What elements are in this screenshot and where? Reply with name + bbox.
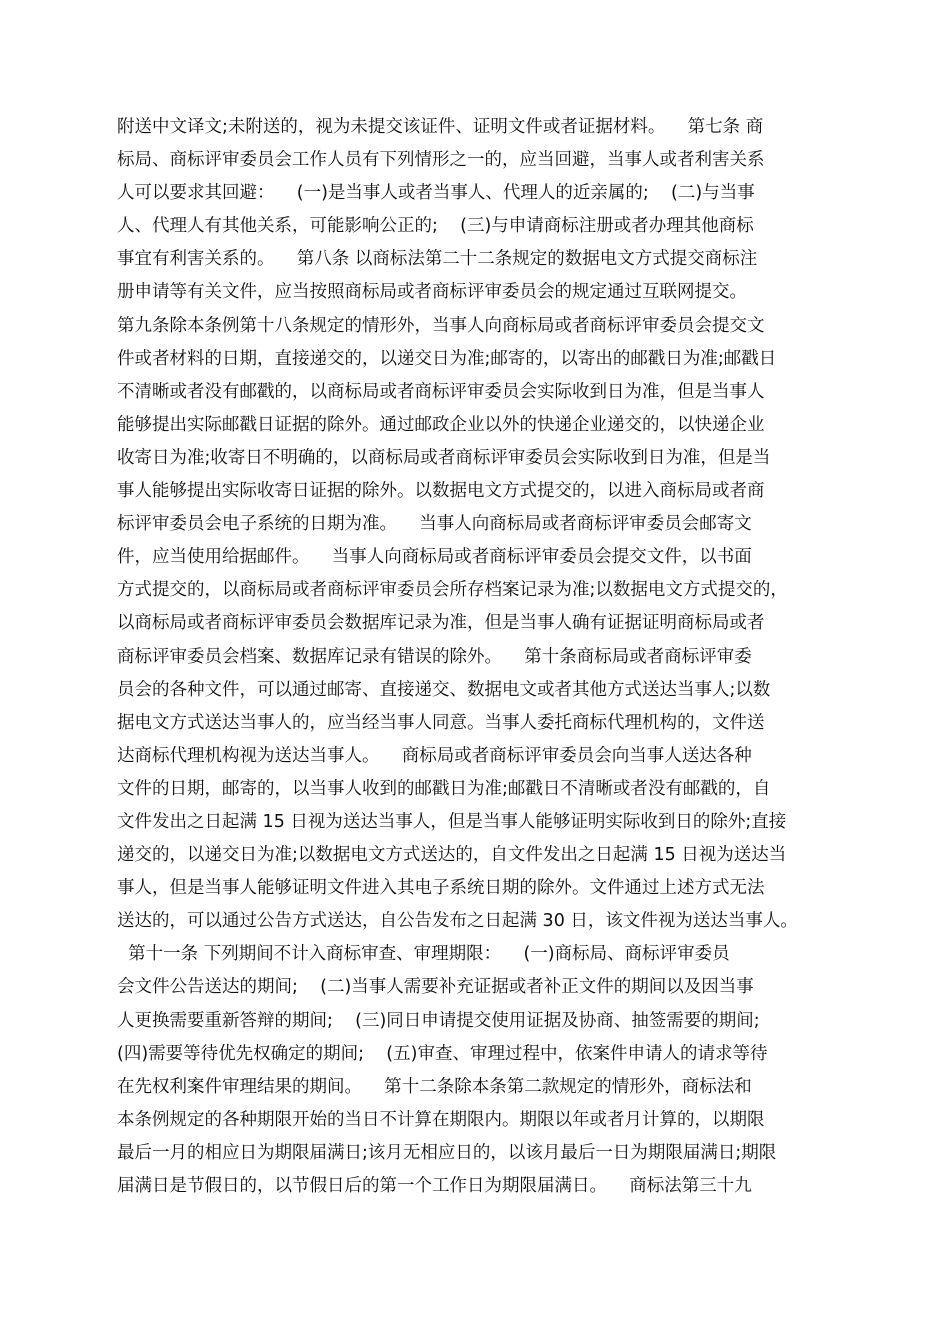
text-line: 件或者材料的日期，直接递交的，以递交日为准;邮寄的，以寄出的邮戳日为准;邮戳日 (117, 348, 777, 369)
text-line: 第九条除本条例第十八条规定的情形外，当事人向商标局或者商标评审委员会提交文 (117, 315, 765, 336)
text-line: 事人能够提出实际收寄日证据的除外。以数据电文方式提交的，以进入商标局或者商 (117, 481, 765, 502)
text-line: 方式提交的，以商标局或者商标评审委员会所存档案记录为准;以数据电文方式提交的， (117, 580, 788, 601)
text-line: 不清晰或者没有邮戳的，以商标局或者商标评审委员会实际收到日为准，但是当事人 (117, 381, 765, 402)
text-line: (四)需要等待优先权确定的期间; (五)审查、审理过程中，依案件申请人的请求等待 (117, 1043, 768, 1064)
text-line: 员会的各种文件，可以通过邮寄、直接递交、数据电文或者其他方式送达当事人;以数 (117, 679, 771, 700)
body-text (117, 111, 847, 1203)
text-line: 册申请等有关文件，应当按照商标局或者商标评审委员会的规定通过互联网提交。 (117, 282, 747, 303)
text-line: 文件发出之日起满 15 日视为送达当事人，但是当事人能够证明实际收到日的除外;直接 (117, 811, 787, 832)
text-line: 收寄日为准;收寄日不明确的，以商标局或者商标评审委员会实际收到日为准，但是当 (117, 447, 771, 468)
text-line: 递交的，以递交日为准;以数据电文方式送达的，自文件发出之日起满 15 日视为送达当 (117, 845, 787, 866)
text-line: 文件的日期，邮寄的，以当事人收到的邮戳日为准;邮戳日不清晰或者没有邮戳的，自 (117, 778, 771, 799)
text-line: 在先权利案件审理结果的期间。 第十二条除本条第二款规定的情形外，商标法和 (117, 1076, 752, 1097)
text-line: 以商标局或者商标评审委员会数据库记录为准，但是当事人确有证据证明商标局或者 (117, 613, 765, 634)
text-line: 能够提出实际邮戳日证据的除外。通过邮政企业以外的快递企业递交的，以快递企业 (117, 414, 765, 435)
text-line: 据电文方式送达当事人的，应当经当事人同意。当事人委托商标代理机构的，文件送 (117, 712, 765, 733)
text-line: 件，应当使用给据邮件。 当事人向商标局或者商标评审委员会提交文件，以书面 (117, 547, 752, 568)
text-line: 最后一月的相应日为期限届满日;该月无相应日的，以该月最后一日为期限届满日;期限 (117, 1142, 777, 1163)
text-line: 标评审委员会电子系统的日期为准。 当事人向商标局或者商标评审委员会邮寄文 (117, 514, 752, 535)
text-line: 商标评审委员会档案、数据库记录有错误的除外。 第十条商标局或者商标评审委 (117, 646, 752, 667)
text-line: 本条例规定的各种期限开始的当日不计算在期限内。期限以年或者月计算的，以期限 (117, 1109, 765, 1130)
text-line: 事宜有利害关系的。 第八条 以商标法第二十二条规定的数据电文方式提交商标注 (117, 249, 758, 270)
text-line: 附送中文译文;未附送的，视为未提交该证件、证明文件或者证据材料。 第七条 商 (117, 117, 764, 137)
text-line: 送达的，可以通过公告方式送达，自公告发布之日起满 30 日，该文件视为送达当事人。 (117, 911, 798, 932)
text-line: 人更换需要重新答辩的期间; (三)同日申请提交使用证据及协商、抽签需要的期间; (117, 1010, 760, 1031)
text-line: 事人，但是当事人能够证明文件进入其电子系统日期的除外。文件通过上述方式无法 (117, 878, 765, 899)
text-line: 人、代理人有其他关系，可能影响公正的; (三)与申请商标注册或者办理其他商标 (117, 216, 754, 237)
text-line: 会文件公告送达的期间; (二)当事人需要补充证据或者补正文件的期间以及因当事 (117, 977, 754, 998)
text-line: 标局、商标评审委员会工作人员有下列情形之一的，应当回避，当事人或者利害关系 (117, 150, 765, 171)
text-line: 人可以要求其回避： (一)是当事人或者当事人、代理人的近亲属的; (二)与当事 (117, 183, 755, 204)
text-line: 届满日是节假日的，以节假日后的第一个工作日为期限届满日。 商标法第三十九 (117, 1176, 752, 1196)
text-line: 第十一条 下列期间不计入商标审查、审理期限： (一)商标局、商标评审委员 (117, 944, 730, 965)
text-line: 达商标代理机构视为送达当事人。 商标局或者商标评审委员会向当事人送达各种 (117, 745, 752, 766)
